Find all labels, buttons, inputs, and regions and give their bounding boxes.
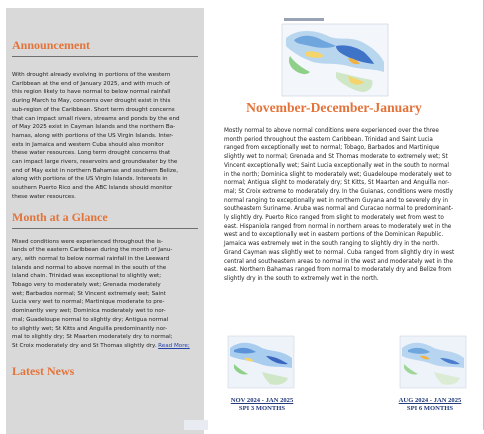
announcement-line: end of May exist in northern Bahamas and southern Belize, bbox=[12, 167, 179, 174]
summary-line: in the north; Dominica slight to moderately wet; Guadeloupe moderately wet to bbox=[224, 171, 452, 178]
caption-spi-3 bbox=[216, 397, 308, 413]
glance-line: to slightly wet; St Kitts and Anguilla predominantly nor- bbox=[12, 325, 168, 332]
glance-line: islands and normal to above normal in the south of the bbox=[12, 264, 167, 271]
glance-line: mal to slightly dry; St Maarten moderately dry to normal; bbox=[12, 334, 173, 341]
latest-news-heading: Latest News bbox=[12, 363, 75, 378]
summary-line: ranged from exceptionally wet to normal; Tobago, Barbados and Martinique bbox=[224, 145, 440, 152]
main-summary-text bbox=[224, 127, 472, 284]
summary-line: Mostly normal to above normal conditions were experienced over the three bbox=[224, 128, 439, 134]
caribbean-spi-map bbox=[276, 16, 392, 102]
glance-line: ary, with normal to below normal rainfall in the Leeward bbox=[12, 255, 170, 262]
read-more-link[interactable]: Read More; bbox=[158, 342, 190, 349]
summary-line: Jamaica was extremely wet in the south ranging to slightly dry in the north. bbox=[224, 241, 440, 248]
summary-line: Grand Cayman was slightly wet to normal. Cuba ranged from slightly dry in west bbox=[224, 249, 455, 256]
summary-line: slightly wet to normal; Grenada and St Thomas moderate to extremely wet; St bbox=[224, 154, 448, 161]
summary-line: mal; St Croix extreme to moderately dry. In the Guianas, conditions were mostly bbox=[224, 188, 453, 195]
sidebar bbox=[6, 8, 204, 434]
announcement-line: along with portions of the US Virgin Islands. Interests in bbox=[12, 176, 168, 183]
announcement-text bbox=[12, 71, 198, 202]
glance-line: Lucia very wet to normal; Martinique moderate to pre- bbox=[12, 299, 165, 306]
announcement-line: these water resources. Long term drought concerns that bbox=[12, 150, 171, 157]
main-heading: November-December-January bbox=[246, 100, 422, 115]
caption-spi-6 bbox=[378, 397, 482, 413]
glance-text bbox=[12, 238, 198, 351]
partial-map-thumbnail bbox=[184, 420, 208, 430]
caption-spi-6-period[interactable]: AUG 2024 - JAN 2025 bbox=[398, 397, 462, 404]
announcement-heading: Announcement bbox=[12, 38, 91, 52]
summary-line: west and to exceptionally wet in eastern portions of the Dominican Republic. bbox=[224, 232, 444, 239]
announcement-line: that can impact small rivers, streams and ponds by the end bbox=[12, 115, 180, 122]
spi-6-month-map[interactable] bbox=[398, 334, 468, 390]
announcement-line: can impact large rivers, reservoirs and groundwater by the bbox=[12, 159, 178, 166]
announcement-line: Caribbean at the end of January 2025, and with much of bbox=[12, 80, 170, 87]
announcement-line: these water resources. bbox=[12, 193, 76, 200]
summary-line: slightly dry in the south to extremely wet in the north. bbox=[224, 275, 379, 282]
summary-line: normal; Antigua slight to moderately dry; St Kitts, St Maarten and Anguilla nor- bbox=[224, 180, 450, 187]
summary-line: normal ranging to exceptionally wet in northern Guyana and to severely dry in bbox=[224, 197, 448, 204]
announcement-line: this region likely to have normal to below normal rainfall bbox=[12, 89, 171, 96]
glance-line: Tobago very to moderately wet; Grenada moderately bbox=[12, 282, 161, 289]
summary-line: east. Hispaniola ranged from normal in northern areas to moderately wet in the bbox=[224, 223, 452, 230]
summary-line: east. Northern Bahamas ranged from normal to moderately dry and Belize from bbox=[224, 267, 452, 274]
summary-line: ly slightly dry. Puerto Rico ranged from slight to moderately wet from west to bbox=[224, 215, 444, 222]
announcement-line: southern Puerto Rico and the ABC Islands should monitor bbox=[12, 185, 173, 192]
announcement-line: With drought already evolving in portions of the western bbox=[12, 72, 171, 78]
glance-line: dominantly very wet; Dominica moderately wet to nor- bbox=[12, 308, 166, 315]
announcement-line: ests in Jamaica and western Cuba should also monitor bbox=[12, 141, 164, 148]
glance-line: lands of the eastern Caribbean during the month of Janu- bbox=[12, 247, 173, 254]
summary-line: Vincent exceptionally wet; Saint Lucia exceptionally wet in the south to normal bbox=[224, 162, 450, 169]
month-at-a-glance-heading: Month at a Glance bbox=[12, 209, 108, 224]
caption-spi-6-label: SPI 6 MONTHS bbox=[406, 405, 454, 412]
caption-spi-3-period[interactable]: NOV 2024 - JAN 2025 bbox=[230, 397, 294, 404]
announcement-line: sub-region of the Caribbean. Short term drought concerns bbox=[12, 106, 175, 113]
announcement-line: during March to May, concerns over drought exist in this bbox=[12, 98, 171, 105]
announcement-line: hamas, along with portions of the US Virgin Islands. Inter- bbox=[12, 132, 174, 139]
glance-line: island chain. Trinidad was exceptional to slightly wet; bbox=[12, 273, 162, 280]
glance-line bbox=[12, 342, 198, 351]
spi-3-month-map[interactable] bbox=[226, 334, 296, 390]
caption-spi-3-label: SPI 3 MONTHS bbox=[238, 405, 286, 412]
summary-line: southeastern Suriname. Aruba was normal and Curacao normal to predominant- bbox=[224, 206, 454, 213]
glance-line-text: St Croix moderately dry and St Thomas slightly dry. bbox=[12, 342, 157, 349]
announcement-line: of May 2025 exist in Cayman Islands and the northern Ba- bbox=[12, 124, 176, 131]
summary-line: central and southeastern areas to normal in the west and moderately wet in the bbox=[224, 258, 453, 265]
glance-line: wet; Barbados normal; St Vincent extremely wet; Saint bbox=[12, 290, 166, 297]
summary-line: month period throughout the eastern Caribbean. Trinidad and Saint Lucia bbox=[224, 136, 433, 143]
glance-line: Mixed conditions were experienced throughout the is- bbox=[12, 238, 163, 245]
glance-line: mal; Guadeloupe normal to slightly dry; Antigua normal bbox=[12, 316, 169, 323]
